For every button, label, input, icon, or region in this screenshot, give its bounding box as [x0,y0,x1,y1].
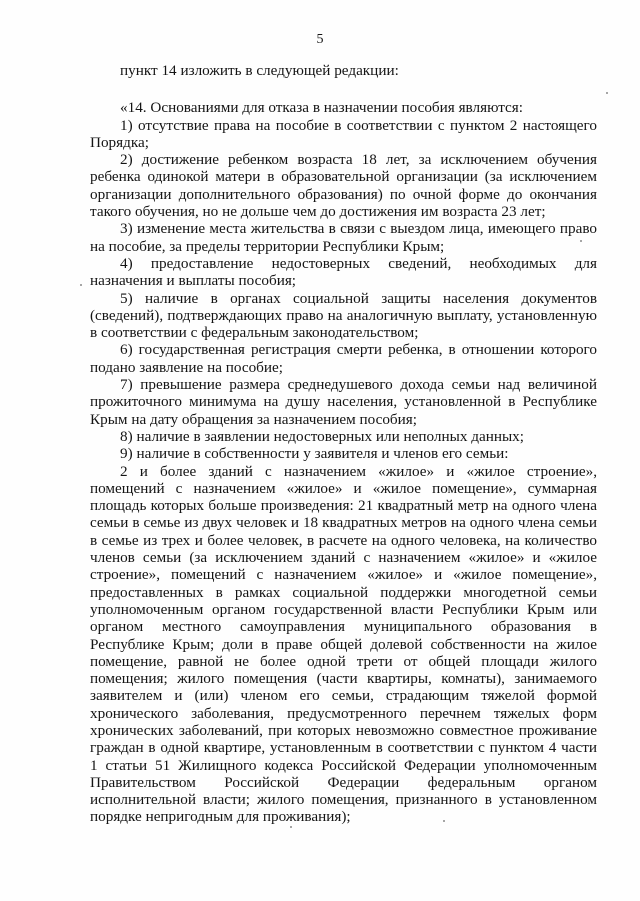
paragraph-item-9: 9) наличие в собственности у заявителя и членов его семьи: [120,445,509,463]
scan-speck [580,240,582,242]
paragraph-heading: «14. Основаниями для отказа в назначении пособия являются: [120,99,524,117]
paragraph-item-1: 1) отсутствие права на пособие в соответствии с пунктом 2 настоящего Порядка; [90,116,597,151]
paragraph-item-9-detail: 2 и более зданий с назначением «жилое» и «жилое строение», помещений с назначением «жилое» и «жилое помещение», суммарная площадь которых больше произведения: 21 квадратный метр на одного члена семьи в семье из двух человек и 18 квадратных метров на одного члена семьи в семье из трех и более человек, в расчете на одного человека, на количество членов семьи (за исключением зданий с назначением «жилое» и «жилое строение», помещений с назначением «жилое» и «жилое помещение», предоставленных в рамках социальной поддержки многодетной семьи уполномоченным органом государственной власти Республики Крым или органом местного самоуправления муниципального образования в Республике Крым; доли в праве общей долевой собственности на жилое помещение, равной не более одной трети от общей площади жилого помещения; жилого помещения (части квартиры, комнаты), занимаемого заявителем и (или) членом его семьи, страдающим тяжелой формой хронического заболевания, предусмотренного перечнем тяжелых форм хронических заболеваний, при которых невозможно совместное проживание граждан в одной квартире, установленным в соответствии с пунктом 4 части 1 статьи 51 Жилищного кодекса Российской Федерации уполномоченным Правительством Российской Федерации федеральным органом исполнительной власти; жилого помещения, признанного в установленном порядке непригодным для проживания); [90,462,597,826]
document-body [90,62,597,826]
paragraph-item-7: 7) превышение размера среднедушевого дохода семьи над величиной прожиточного минимума на душу населения, установленной в Республике Крым на дату обращения за назначением пособия; [90,376,597,428]
paragraph-item-3: 3) изменение места жительства в связи с выездом лица, имеющего право на пособие, за пределы территории Республики Крым; [90,220,597,255]
page-number: 5 [316,32,324,47]
scan-speck [290,826,292,828]
scan-speck [606,92,608,94]
paragraph-item-4: 4) предоставление недостоверных сведений, необходимых для назначения и выплаты пособия; [90,254,597,290]
scan-speck [80,284,82,286]
scan-speck [443,820,445,822]
paragraph-item-5: 5) наличие в органах социальной защиты населения документов (сведений), подтверждающих право на аналогичную выплату, установленную в соответствии с федеральным законодательством; [90,289,597,342]
paragraph-item-6: 6) государственная регистрация смерти ребенка, в отношении которого подано заявление на пособие; [90,341,597,376]
paragraph-item-2: 2) достижение ребенком возраста 18 лет, за исключением обучения ребенка одинокой матери в образовательной организации (за исключением организации дополнительного образования) по очной форме до окончания такого обучения, но не дольше чем до достижения им возраста 23 лет; [90,151,597,221]
intro-paragraph: пункт 14 изложить в следующей редакции: [120,62,399,79]
paragraph-item-8: 8) наличие в заявлении недостоверных или неполных данных; [120,427,524,445]
